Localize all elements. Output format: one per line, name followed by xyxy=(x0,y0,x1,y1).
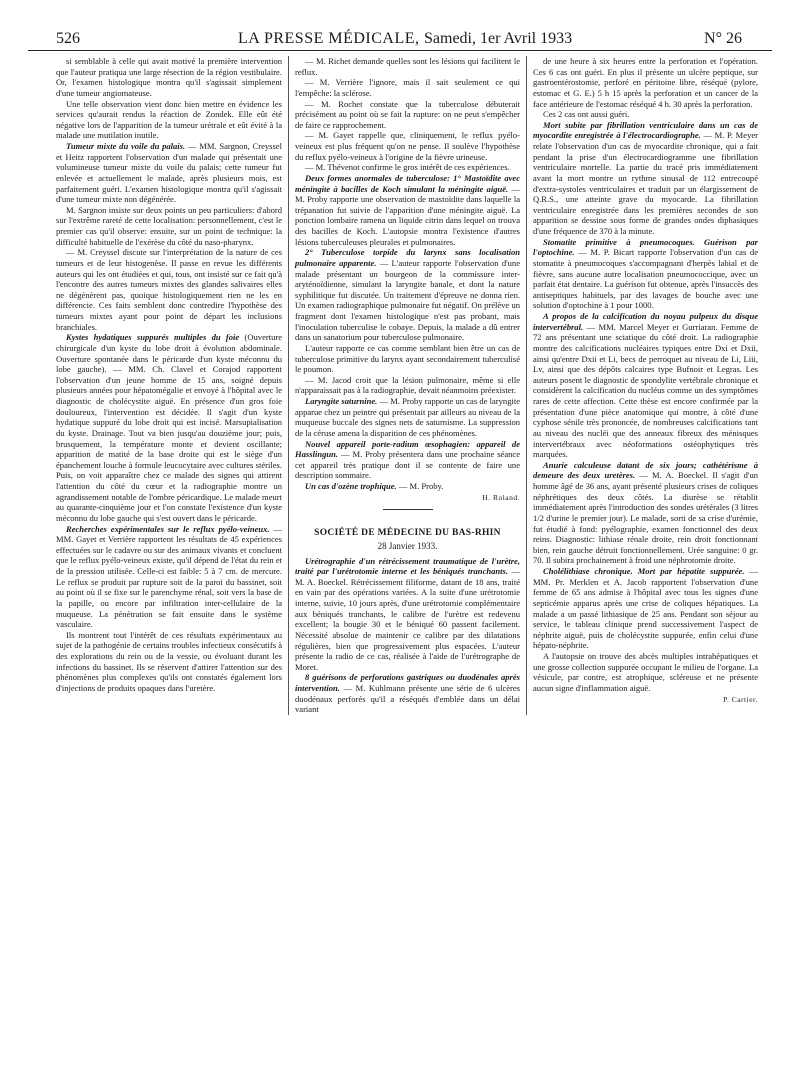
article-title: 8 guérisons de perforations gastriques ou duodénales après intervention. xyxy=(295,672,520,693)
paragraph xyxy=(56,524,282,630)
paragraph-text: — M. A. Boeckel. Rétrécissement filiforme, datant de 18 ans, traité en vain par des opérations variées. A la suite d'une urétrotomie interne, suivie, 10 jours après, d'une urétrotomie complémentaire aux béniqués tranchants, le calibre de l'urètre est redevenu excellent; la bougie 30 et le béniqué 60 passent facilement. Nécessité absolue de maintenir ce calibre par des dilatations régulières, bien que progressivement plus espacées. L'auteur présente la radio de ce cas, réalisée à l'aide de l'urétrographe de Moret. xyxy=(295,566,520,672)
paragraph-text: Ces 2 cas ont aussi guéri. xyxy=(543,109,630,120)
paragraph-text: — M. Proby. xyxy=(398,481,444,491)
article-title: A propos de la calcification du noyau pulpeux du disque intervertébral. xyxy=(533,311,758,332)
paragraph xyxy=(56,141,282,205)
paragraph-text: — MM. Gayet et Verrière rapportent les résultats de 45 expériences effectuées sur le cadavre ou sur des animaux vivants et concluent que le reflux pyélo-veineux existe, qu'il dépend de l'état du rein et de la pression utilisée. Celle-ci est faible: 5 à 7 cm. de mercure. Le reflux se produit par rupture soit de la paroi du bassinet, soit au point où il se fixe sur le parenchyme rénal, soit vers la base de la papille, ou encore par infiltration inter-cellulaire de la muqueuse. La pénétration se fait ensuite dans le système vasculaire. xyxy=(56,523,282,630)
paragraph-text: — M. Gayet rappelle que, cliniquement, le reflux pyélo-veineux est plus fréquent qu'on ne pense. Il soulève l'hypothèse du reflux pyélo-veineux à l'origine de la fièvre urineuse. xyxy=(295,130,520,162)
paragraph-text: — M. Creyssel discute sur l'interprétation de la nature de ces tumeurs et de leur histogenèse. Il passe en revue les différents auteurs qui les ont étudiées et qui, tous, ont insisté sur ce fait qu'à l'encontre des autres tumeurs mixtes des glandes salivaires elles ne dégénèrent pas, quoique histologiquement rien ne les en différencie. Ces faits semblent donc contredire l'hypothèse des tumeurs mixtes ayant pour point de départ les inclusions branchiales. xyxy=(56,247,282,332)
article-title: Mort subite par fibrillation ventriculaire dans un cas de myocardite enregistrée à l'électrocardiographe. xyxy=(533,119,758,141)
article-title: Un cas d'ozène trophique. xyxy=(305,481,397,491)
issue-date: Samedi, 1er Avril 1933 xyxy=(424,30,573,47)
article-title: Anurie calculeuse datant de six jours; cathétérisme à demeure des deux uretères. xyxy=(533,459,758,481)
section-date: 28 Janvier 1933. xyxy=(377,540,438,551)
paragraph xyxy=(295,556,520,673)
article-title: Laryngite saturnine. xyxy=(305,396,378,406)
column-right xyxy=(526,56,764,715)
paragraph-text: Une telle observation vient donc bien mettre en évidence les services qu'aurait rendus la réaction de Zondek. Elle eût été négative lors de l'apparition de la tumeur urétrale et eût évité à la malade une mutilation inutile. xyxy=(56,98,282,141)
page-number: 526 xyxy=(56,30,80,47)
paragraph-text: — M. Proby présentera dans une prochaine séance cet appareil très pratique dont il se contente de faire une description sommaire. xyxy=(295,449,521,481)
paragraph-text: — M. Jacod croit que la lésion pulmonaire, même si elle n'apparaissait pas à la radiographie, devait néanmoins préexister. xyxy=(295,374,520,396)
paragraph xyxy=(56,99,282,142)
paragraph xyxy=(533,566,758,651)
paragraph xyxy=(295,130,520,162)
paragraph-text: — MM. Pr. Merklen et A. Jacob rapportent l'observation d'une femme de 65 ans admise à l'hôpital avec tous les signes d'une septicémie apparus après une crise de coliques hépatiques. La malade a un passé lithiasique de 25 ans. Pendant son séjour au service, le tableau clinique prend successivement l'aspect de néphrite aiguë, puis de cholécystite suppurée, enfin celui d'une hépato-néphrite. xyxy=(533,566,758,651)
article-title: Tumeur mixte du voile du palais. xyxy=(66,141,186,151)
paragraph-text: — M. Thévenot confirme le gros intérêt de ces expériences. xyxy=(305,162,510,173)
paragraph-text: — MM. Sargnon, Creyssel et Heitz rapportent l'observation d'un malade qui présentait une volumineuse tumeur mixte du voile du palais; cette tumeur fut enlevée et actuellement le malade, après plusieurs mois, est parfaitement guéri. L'examen histologique montra qu'il s'agissait d'une tumeur mixte non dégénérée. xyxy=(56,141,282,205)
paragraph-text: de une heure à six heures entre la perforation et l'opération. Ces 6 cas ont guéri. En plus il présente un ulcère peptique, sur gastroentérostomie, perforé en péritoine libre, réséqué (pylore, estomac et G. E.) 5 h 15 après la perforation et un cancer de la face antérieure de l'estomac réséqué 4 h. 30 après la perforation. xyxy=(533,56,758,109)
article-columns xyxy=(50,56,765,715)
paragraph-text: Ils montrent tout l'intérêt de ces résultats expérimentaux au sujet de la pathogénie de certains troubles infectieux consécutifs à des explorations du rein ou de la vessie, ou évoluant durant les infections du bassinet. Ils se réservent d'attirer l'attention sur des phénomènes plus complexes qu'ils ont constatés également lors d'injections de produits opaques dans l'uretère. xyxy=(56,629,282,693)
article-title: 2° Tuberculose torpide du larynx sans localisation pulmonaire apparente. xyxy=(295,247,520,268)
paragraph xyxy=(295,672,520,715)
paragraph-text: M. Sargnon insiste sur deux points un peu particuliers: d'abord sur l'extrême rareté de cette localisation: personnellement, c'est le premier cas qu'il observe: ensuite, sur un point de technique: la difficulté habituelle de l'exérèse du côté du naso-pharynx. xyxy=(56,204,282,247)
paragraph xyxy=(295,375,520,396)
paragraph xyxy=(533,651,758,694)
paragraph-text: — MM. Marcel Meyer et Gurriaran. Femme de 72 ans présentant une sciatique du côté droit. La radiographie montre des calcifications nucléaires typiques entre Dxi et Dxii, ainsi qu'entre Dxii et Li, becs de perroquet au niveau de Li, Liii, Lv, ainsi que des dépôts calcaires type Bufnoir et Legras. Les auteurs posent le diagnostic de spondylite vertébrale chronique et considèrent la calcification du nucléus comme un des symptômes rares de cette affection. Cette thèse est encore confirmée par la présentation d'une pièce anatomique qui montre, à côté d'une cyphose sénile très prononcée, de nombreuses calcifications tant au niveau des nucléi que des anneaux fibreux des ménisques intervertébraux avec néoformations ostéophytiques très marquées. xyxy=(533,321,759,460)
paragraph-text: — M. Kuhlmann présente une série de 6 ulcères duodénaux perforés qu'il a réséqués d'emblée dans un délai variant xyxy=(295,683,521,715)
paragraph xyxy=(295,56,520,77)
article-title: Deux formes anormales de tuberculose: 1° Mastoïdite avec méningite à bacilles de Koch simulant la méningite aiguë. xyxy=(295,172,520,194)
paragraph xyxy=(533,109,758,120)
paragraph-text: — M. Rochet constate que la tuberculose débuterait précisément au point où se fait la rupture: on ne peut s'empêcher de faire ce rapprochement. xyxy=(295,98,520,130)
paragraph xyxy=(533,311,758,460)
paragraph-text: — M. Proby rapporte un cas de laryngite apparue chez un peintre qui présentait par ailleurs au niveau de la muqueuse buccale des signes nets de saturnisme. La suppression de la céruse amena la disparition de ces phénomènes. xyxy=(295,396,521,438)
column-middle xyxy=(288,56,526,715)
column-left xyxy=(50,56,288,715)
paragraph-text: — M. P. Meyer relate l'observation d'un cas de myocardite chronique, qui a fait pendant la prise d'un électrocardiogramme une fibrillation ventriculaire mortelle. La partie du tracé pris immédiatement avant la mort montre un rythme sinusal de 112 entrecoupé d'extra-systoles ventriculaires et traduit par un élargissement de Q.R.S., une atteinte grave du myocarde. La fibrillation ventriculaire enregistrée dans les premières secondes de son apparition se dessine sous forme de grandes ondes diphasiques d'une fréquence de 370 à la minute. xyxy=(533,130,758,236)
paragraph-text: L'auteur rapporte ce cas comme semblant bien être un cas de tuberculose primitive du larynx ayant secondairement tuberculisé le poumon. xyxy=(295,342,520,375)
paragraph xyxy=(56,630,282,694)
paragraph xyxy=(56,332,282,523)
paragraph-text: — M. Richet demande quelles sont les lésions qui facilitent le reflux. xyxy=(295,56,520,77)
paragraph xyxy=(56,56,282,99)
author-signature: P. Cartier. xyxy=(723,694,758,704)
paragraph-text: (Ouverture chirurgicale d'un kyste du lobe droit à évolution abdominale. Ouverture spontanée dans le péricarde d'un kyste méconnu du lobe gauche). — MM. Ch. Clavel et Corajod rapportent l'observation d'un jeune homme de 15 ans, soigné depuis plusieurs années pour hépatomégalie et envoyé à l'hôpital avec le diagnostic de cholécystite aiguë. En présence d'un gros foie douloureux, l'intervention est décidée. Il s'agit d'un kyste hydatique suppuré du lobe droit qui est incisé. Marsupialisation du kyste. Drainage. Tout va bien jusqu'au douzième jour; puis, brusquement, la température monte et devient oscillante; apparition de matité de la base droite qui est le siège d'un épanchement louche à formule leucocytaire avec cultures stériles. Puis, on voit apparaître chez ce malade des signes qui attirent l'attention du côté du cœur et la radiographie montre un agrandissement notable de l'ombre péricardique. Le malade meurt au quarante-cinquième jour et l'on constate l'existence d'un kyste méconnu du lobe gauche qui s'est ouvert dans le péricarde. xyxy=(56,332,282,523)
paragraph xyxy=(295,162,520,173)
paragraph xyxy=(295,247,520,343)
journal-title: LA PRESSE MÉDICALE, xyxy=(238,30,420,47)
paragraph xyxy=(295,99,520,131)
page-header xyxy=(28,30,772,51)
paragraph-text: — M. Verrière l'ignore, mais il sait seulement ce qui l'empêche: la sclérose. xyxy=(295,77,520,98)
article-title: Kystes hydatiques suppurés multiples du foie xyxy=(66,332,240,343)
paragraph-text: — M. P. Bicart rapporte l'observation d'un cas de stomatite à pneumocoques s'accompagnant d'herpès labial et de fièvre, sans aucune autre localisation pneumococcique, avec un parfait état dentaire. La guérison fut obtenue, après l'insuccès des antiseptiques habituels, par des lavages de bouche avec une solution d'optochine à 1 pour 1000. xyxy=(533,247,758,311)
paragraph xyxy=(533,460,758,566)
article-title: Nouvel appareil porte-radium œsophagien: appareil de Hasslingun. xyxy=(295,438,520,460)
paragraph xyxy=(295,77,520,98)
paragraph xyxy=(533,120,758,237)
section-heading: SOCIÉTÉ DE MÉDECINE DU BAS-RHIN xyxy=(314,528,501,539)
paragraph-text: — M. A. Boeckel. Il s'agit d'un homme âgé de 36 ans, ayant présenté plusieurs crises de coliques néphrétiques des deux côtés. La diurèse se rétablit immédiatement après l'introduction des sondes urétérales (3 litres 1/2 d'urine le premier jour). Le malade, sorti de sa crise d'urémie, fut étudié à fond: pyélographie, examen fonctionnel des deux reins. Diagnostic: lithiase rénale droite, rein droit fonctionnant bien, rein gauche détruit fonctionnellement. Urée sanguine: 0 gr. 70. Il subira prochainement à froid une néphrotomie droite. xyxy=(533,470,759,566)
paragraph xyxy=(533,237,758,311)
paragraph-text: si semblable à celle qui avait motivé la première intervention que l'auteur pratiqua une large résection de la région vestibulaire. Or, l'examen histologique montra qu'il s'agissait simplement d'une tumeur angiomateuse. xyxy=(56,56,282,98)
paragraph xyxy=(56,247,282,332)
paragraph-text: — M. Proby rapporte une observation de mastoïdite dans laquelle la trépanation fut suivie de l'apparition d'une méningite aiguë. La ponction lombaire ramena un liquide citrin dans lequel on trouva des bacilles de Koch. L'autopsie montra l'existence d'autres lésions tuberculeuses pleurales et pulmonaires. xyxy=(295,183,521,247)
paragraph xyxy=(295,173,520,247)
paragraph xyxy=(295,481,520,492)
article-title: Recherches expérimentales sur le reflux pyélo-veineux. xyxy=(66,523,270,534)
author-signature: H. Roland. xyxy=(482,492,520,502)
paragraph-text: — L'auteur rapporte l'observation d'une malade présentant un bourgeon de la commissure inter-aryténoïdienne, simulant la laryngite banale, et dont la nature syphilitique fut discutée. Un traitement d'épreuve ne donna rien. Un examen radiographique pulmonaire fut négatif. On prélève un fragment dont l'examen histologique n'est pas probant, mais l'inoculation tuberculise le cobaye. Depuis, la malade a dû entrer dans un sanatorium pour tuberculose pulmonaire. xyxy=(295,257,520,343)
paragraph xyxy=(533,56,758,109)
paragraph-text: A l'autopsie on trouve des abcès multiples intrahépatiques et une grosse collection suppurée occupant le milieu de l'organe. La vésicule, par contre, est atrophique, scléreuse et ne présente aucun signe d'inflammation aiguë. xyxy=(533,651,758,693)
paragraph xyxy=(295,343,520,375)
issue-number: N° 26 xyxy=(704,30,742,47)
section-divider xyxy=(383,509,433,510)
paragraph xyxy=(295,396,520,439)
paragraph xyxy=(56,205,282,248)
article-title: Stomatite primitive à pneumocoques. Guérison par l'optochine. xyxy=(533,236,758,258)
article-title: Cholélithiase chronique. Mort par hépatite suppurée. xyxy=(543,566,745,576)
paragraph xyxy=(295,439,520,482)
article-title: Urétrographie d'un rétrécissement traumatique de l'urètre, traité par l'urétrotomie interne et les béniqués tranchants. xyxy=(295,555,520,577)
